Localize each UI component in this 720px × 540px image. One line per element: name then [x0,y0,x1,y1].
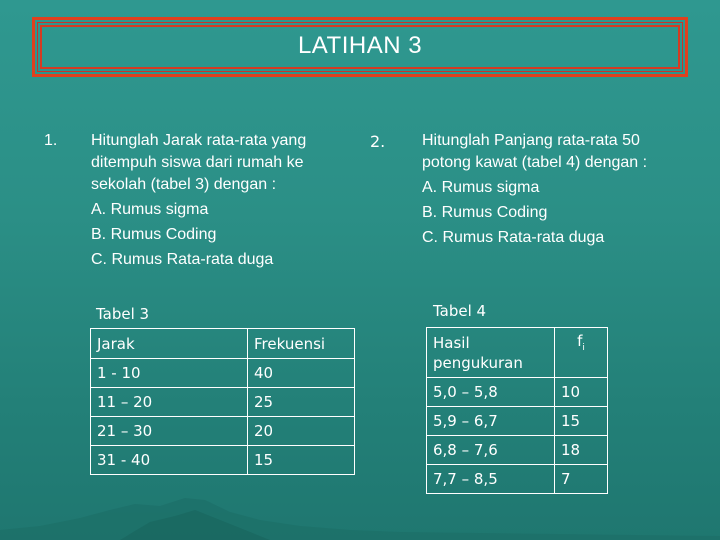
question-1-option: A. Rumus sigma [91,201,209,218]
table-cell: 21 – 30 [91,417,248,446]
table-header-cell: Jarak [91,329,248,359]
table-cell: 7 [555,465,608,494]
table-cell: 15 [248,446,355,475]
question-1-line: Hitunglah Jarak rata-rata yang [91,132,307,149]
table-cell: 15 [555,407,608,436]
table-cell: 31 - 40 [91,446,248,475]
question-1-option: B. Rumus Coding [91,226,217,243]
table-header-cell: Hasil pengukuran [427,328,555,378]
table-header-cell [555,328,608,378]
table-3 [90,328,355,475]
table-header-row [91,329,355,359]
question-2-option: A. Rumus sigma [422,179,540,196]
table-4-caption: Tabel 4 [433,302,487,320]
decorative-hills [0,460,720,540]
question-1-option: C. Rumus Rata-rata duga [91,251,274,268]
question-1-text [91,130,351,271]
subscript-i: i [582,343,585,353]
table-3-caption: Tabel 3 [96,305,150,323]
table-row [91,417,355,446]
table-header-row [427,328,608,378]
question-2-text [422,130,702,249]
table-cell: 18 [555,436,608,465]
table-cell: 11 – 20 [91,388,248,417]
table-cell: 40 [248,359,355,388]
table-row [427,407,608,436]
question-2-option: B. Rumus Coding [422,204,548,221]
f-symbol: f [577,332,583,350]
question-2-line: Hitunglah Panjang rata-rata 50 [422,132,640,149]
table-cell: 25 [248,388,355,417]
question-2-option: C. Rumus Rata-rata duga [422,229,605,246]
question-2-number: 2. [370,132,386,151]
table-row [427,378,608,407]
slide-title: LATIHAN 3 [297,32,423,59]
table-header-cell: Frekuensi [248,329,355,359]
table-cell: 20 [248,417,355,446]
table-cell: 7,7 – 8,5 [427,465,555,494]
table-cell: 6,8 – 7,6 [427,436,555,465]
question-2-line: potong kawat (tabel 4) dengan : [422,154,648,171]
table-cell: 5,0 – 5,8 [427,378,555,407]
question-1-line: ditempuh siswa dari rumah ke [91,154,304,171]
table-row [91,388,355,417]
table-row [91,359,355,388]
table-cell: 10 [555,378,608,407]
question-1-number: 1. [44,132,58,149]
table-cell: 5,9 – 6,7 [427,407,555,436]
table-cell: 1 - 10 [91,359,248,388]
question-1-line: sekolah (tabel 3) dengan : [91,176,277,193]
